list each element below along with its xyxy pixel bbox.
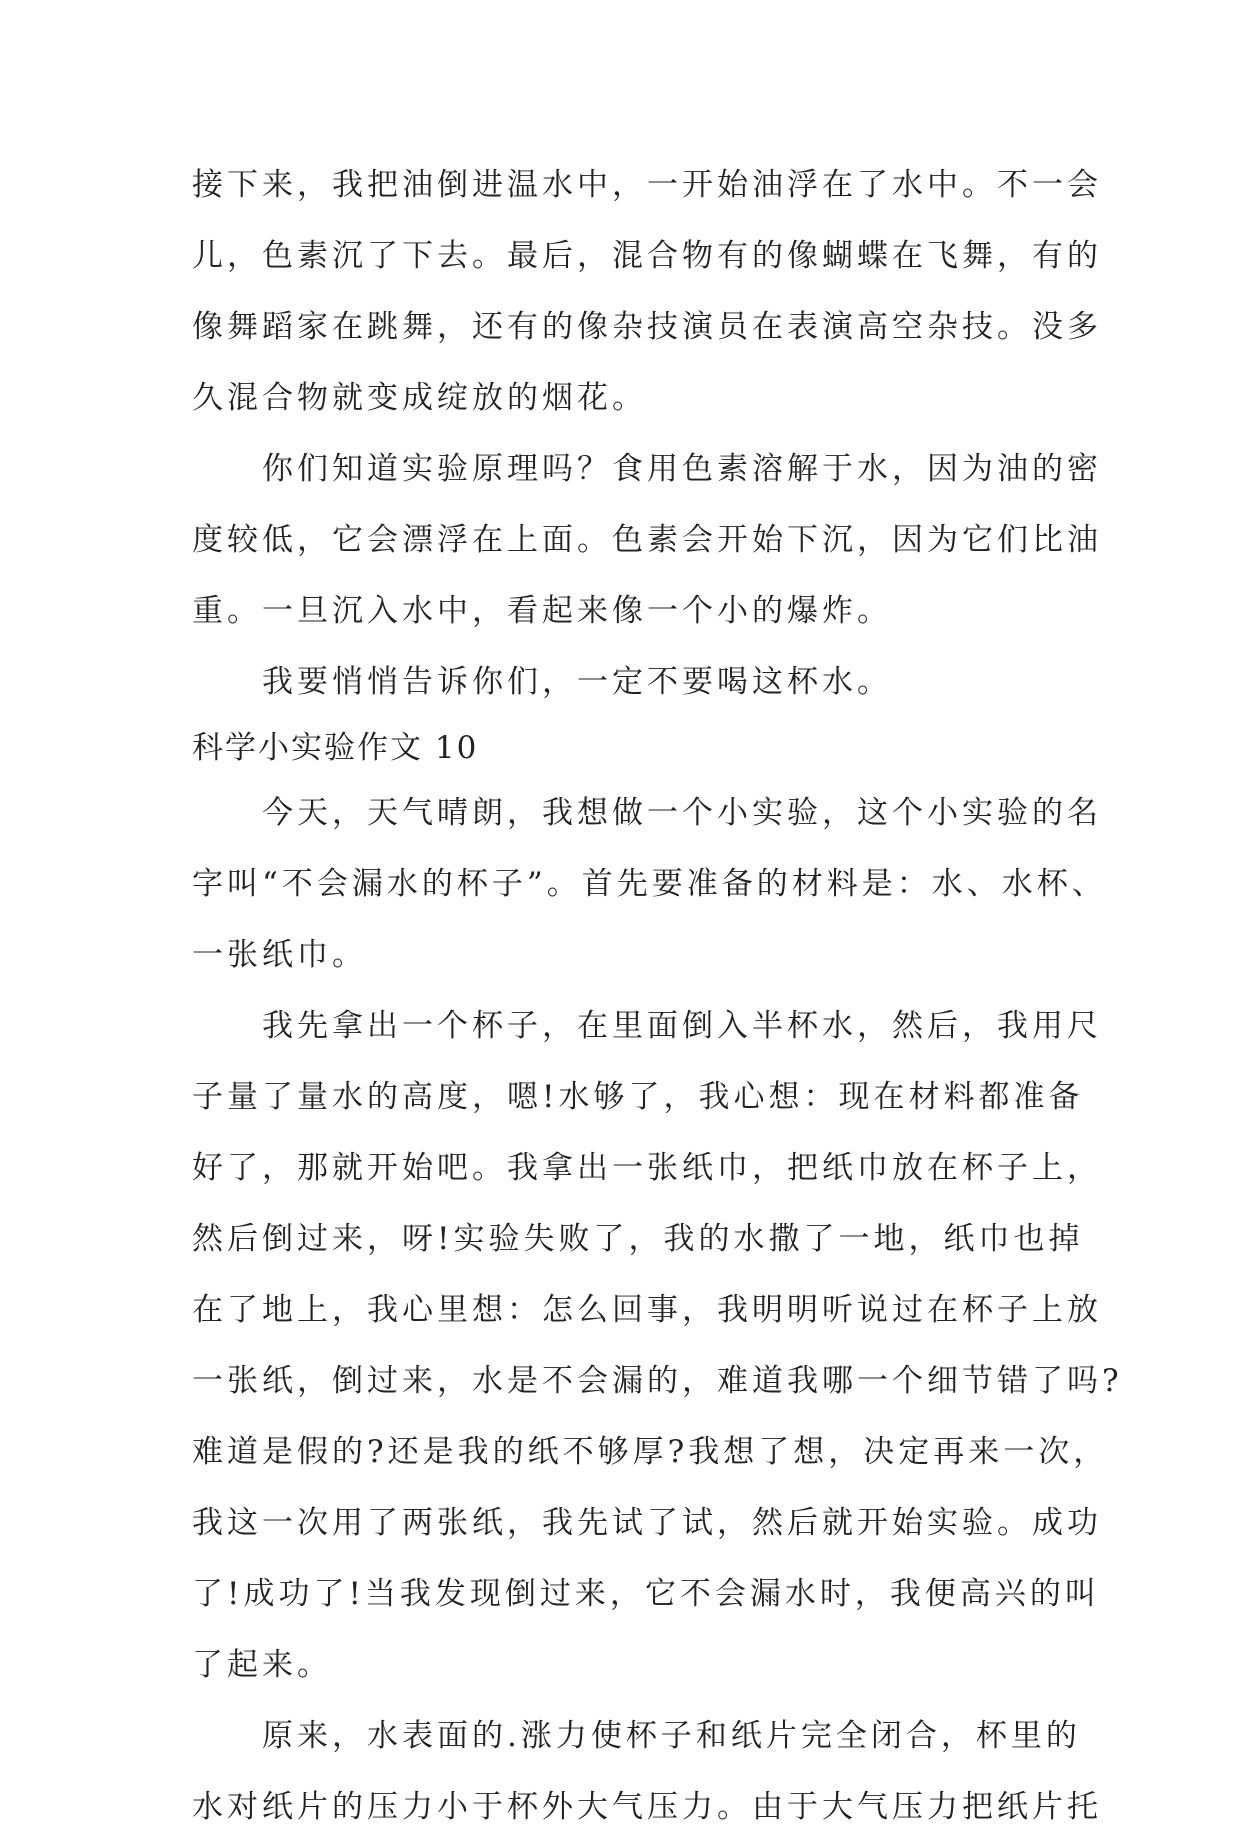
paragraph-procedure xyxy=(192,991,1123,1701)
text-line: 好了，那就开始吧。我拿出一张纸巾，把纸巾放在杯子上， xyxy=(192,1150,1102,1186)
text-line: 儿，色素沉了下去。最后，混合物有的像蝴蝶在飞舞，有的 xyxy=(192,238,1102,274)
text-line: 了起来。 xyxy=(192,1647,332,1683)
paragraph-warning xyxy=(192,647,1072,718)
text-line: 在了地上，我心里想：怎么回事，我明明听说过在杯子上放 xyxy=(192,1292,1102,1328)
text-line: 难道是假的?还是我的纸不够厚?我想了想，决定再来一次， xyxy=(192,1434,1109,1470)
text-line: 重。一旦沉入水中，看起来像一个小的爆炸。 xyxy=(192,593,892,629)
text-line: 水对纸片的压力小于杯外大气压力。由于大气压力把纸片托 xyxy=(192,1789,1102,1825)
paragraph-oil-experiment xyxy=(192,150,1102,434)
text-line: 接下来，我把油倒进温水中，一开始油浮在了水中。不一会 xyxy=(192,167,1102,203)
text-line: 度较低，它会漂浮在上面。色素会开始下沉，因为它们比油 xyxy=(192,522,1102,558)
text-line: 你们知道实验原理吗？食用色素溶解于水，因为油的密 xyxy=(262,451,1102,487)
text-line: 我先拿出一个杯子，在里面倒入半杯水，然后，我用尺 xyxy=(262,1008,1102,1044)
text-line: 今天，天气晴朗，我想做一个小实验，这个小实验的名 xyxy=(262,795,1102,831)
text-line: 一张纸，倒过来，水是不会漏的，难道我哪一个细节错了吗? xyxy=(192,1363,1123,1399)
paragraph-intro xyxy=(192,778,1107,991)
document-body xyxy=(192,150,1123,1843)
text-line: 像舞蹈家在跳舞，还有的像杂技演员在表演高空杂技。没多 xyxy=(192,309,1102,345)
text-line: 然后倒过来，呀!实验失败了，我的水撒了一地，纸巾也掉 xyxy=(192,1221,1084,1257)
text-line: 字叫“不会漏水的杯子”。首先要准备的材料是：水、水杯、 xyxy=(192,866,1107,902)
text-line: 久混合物就变成绽放的烟花。 xyxy=(192,380,647,416)
text-line: 了!成功了!当我发现倒过来，它不会漏水时，我便高兴的叫 xyxy=(192,1576,1100,1612)
text-line: 原来，水表面的.涨力使杯子和纸片完全闭合，杯里的 xyxy=(262,1718,1081,1754)
text-line: 我要悄悄告诉你们，一定不要喝这杯水。 xyxy=(262,664,892,700)
paragraph-principle xyxy=(192,434,1102,647)
section-title: 科学小实验作文 10 xyxy=(192,730,479,766)
paragraph-explanation xyxy=(192,1701,1102,1843)
text-line: 我这一次用了两张纸，我先试了试，然后就开始实验。成功 xyxy=(192,1505,1102,1541)
text-line: 子量了量水的高度，嗯!水够了，我心想：现在材料都准备 xyxy=(192,1079,1084,1115)
text-line: 一张纸巾。 xyxy=(192,937,367,973)
